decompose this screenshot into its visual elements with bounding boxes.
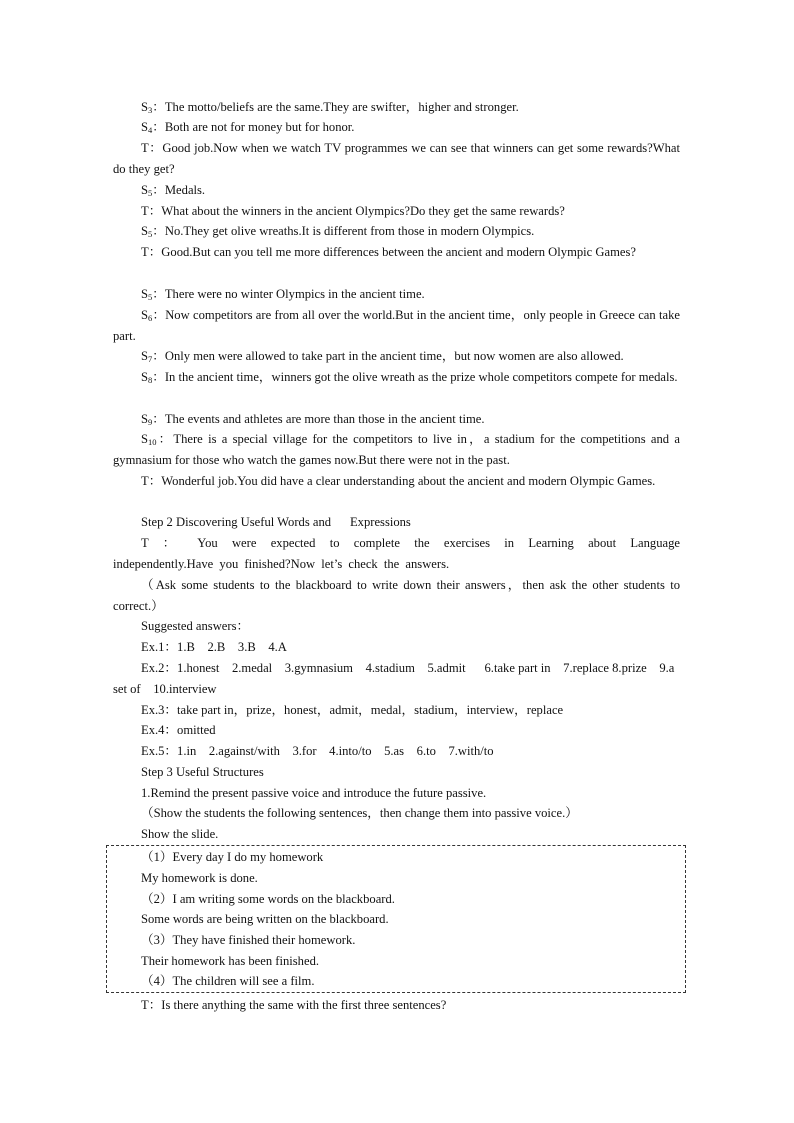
- dialogue-line: $S_7$：Only men were allowed to take part in the ancient time，but now women are also allowed.: [141, 349, 624, 364]
- dialogue-line: T：Good.But can you tell me more differences between the ancient and modern Olympic Games?: [141, 245, 636, 259]
- step2-heading: Step 2 Discovering Useful Words and Expressions: [141, 515, 411, 529]
- example-sentence: Some words are being written on the blackboard.: [141, 912, 389, 926]
- dialogue-line: $S_4$：Both are not for money but for honor.: [141, 120, 355, 135]
- dialogue-line: T：Good job.Now when we watch TV programmes we can see that winners can get some rewards?What do they get?: [113, 141, 680, 176]
- dialogue-line: $S_5$：No.They get olive wreaths.It is different from those in modern Olympics.: [141, 224, 535, 239]
- step3-heading: Step 3 Useful Structures: [141, 765, 264, 779]
- dialogue-line: $S_8$：In the ancient time，winners got the olive wreath as the prize whole competitors compete for medals.: [141, 370, 678, 385]
- dialogue-line: $S_9$：The events and athletes are more than those in the ancient time.: [141, 412, 485, 427]
- dialogue-line: $S_5$：Medals.: [141, 183, 206, 198]
- suggested-answers-label: Suggested answers：: [141, 619, 250, 633]
- dialogue-line: T：What about the winners in the ancient Olympics?Do they get the same rewards?: [141, 204, 565, 218]
- dialogue-line: $S_3$：The motto/beliefs are the same.They are swifter，higher and stronger.: [141, 100, 519, 115]
- dialogue-line: $S_5$：There were no winter Olympics in the ancient time.: [141, 287, 425, 302]
- show-slide-note: Show the slide.: [141, 827, 219, 841]
- remind-instruction: 1.Remind the present passive voice and introduce the future passive.: [141, 786, 487, 800]
- final-question: T：Is there anything the same with the first three sentences?: [141, 998, 447, 1012]
- example-sentence: （1）Every day I do my homework: [141, 850, 324, 864]
- exercise-4-answers: Ex.4：omitted: [141, 723, 216, 737]
- exercise-3-answers: Ex.3：take part in，prize，honest，admit，medal，stadium，interview，replace: [141, 703, 564, 717]
- dialogue-line: T：Wonderful job.You did have a clear understanding about the ancient and modern Olympic Games.: [141, 474, 656, 488]
- example-sentence: My homework is done.: [141, 871, 258, 885]
- exercise-2-answers: Ex.2：1.honest 2.medal 3.gymnasium 4.stadium 5.admit 6.take part in 7.replace 8.prize 9.a set of 10.interview: [113, 661, 678, 696]
- example-sentence: （2）I am writing some words on the blackboard.: [141, 892, 395, 906]
- exercise-5-answers: Ex.5：1.in 2.against/with 3.for 4.into/to 5.as 6.to 7.with/to: [141, 744, 494, 758]
- show-students-note: （Show the students the following sentences，then change them into passive voice.）: [141, 806, 578, 820]
- ask-note: （Ask some students to the blackboard to write down their answers，then ask the other students to correct.）: [113, 578, 680, 613]
- dialogue-line: $S_{10}$：There is a special village for the competitors to live in，a stadium for the competitions and a gymnasium for those who watch the games now.But there were not in the past.: [113, 432, 680, 467]
- example-sentence: （4）The children will see a film.: [141, 974, 315, 988]
- exercise-1-answers: Ex.1：1.B 2.B 3.B 4.A: [141, 640, 287, 654]
- example-sentence: （3）They have finished their homework.: [141, 933, 356, 947]
- dialogue-line: $S_6$：Now competitors are from all over the world.But in the ancient time，only people in Greece can take part.: [113, 308, 680, 343]
- teacher-instruction: T ： You were expected to complete the exercises in Learning about Language independently.Have you finished?Now let’s check the answers.: [113, 536, 680, 571]
- example-sentence: Their homework has been finished.: [141, 954, 320, 968]
